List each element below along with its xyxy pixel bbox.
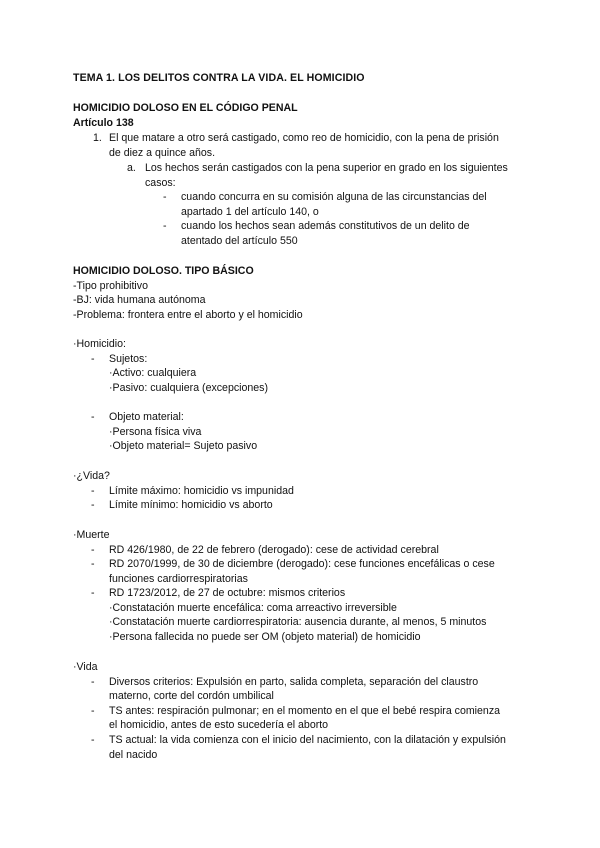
article-subitem-text: casos: — [145, 177, 176, 189]
paragraph-line: -Tipo prohibitivo — [73, 280, 148, 292]
bullet-text: el homicidio, antes de esto sucedería el aborto — [109, 719, 329, 731]
dash-bullet: - — [91, 734, 95, 746]
list-number-marker: 1. — [93, 132, 102, 144]
sub-point-text: ·Persona física viva — [109, 426, 202, 438]
paragraph-line: -BJ: vida humana autónoma — [73, 294, 206, 306]
article-item-text: de diez a quince años. — [109, 147, 216, 159]
dash-bullet: - — [91, 705, 95, 717]
topic-label-vida-question: ·¿Vida? — [73, 470, 110, 482]
dash-bullet: - — [91, 499, 95, 511]
dash-bullet: - — [163, 220, 167, 232]
sub-point-text: ·Objeto material= Sujeto pasivo — [109, 440, 258, 452]
bullet-text: Límite máximo: homicidio vs impunidad — [109, 485, 294, 497]
bullet-text: Sujetos: — [109, 353, 148, 365]
topic-label-homicidio: ·Homicidio: — [73, 338, 126, 350]
paragraph-line: -Problema: frontera entre el aborto y el homicidio — [73, 309, 303, 321]
bullet-text: Objeto material: — [109, 411, 184, 423]
dash-bullet: - — [91, 485, 95, 497]
topic-label-muerte: ·Muerte — [73, 529, 110, 541]
dash-bullet: - — [91, 558, 95, 570]
section-heading-tipo-basico: HOMICIDIO DOLOSO. TIPO BÁSICO — [73, 265, 254, 277]
article-heading: Artículo 138 — [73, 117, 134, 129]
dash-bullet: - — [163, 191, 167, 203]
bullet-text: materno, corte del cordón umbilical — [109, 690, 274, 702]
dash-bullet: - — [91, 411, 95, 423]
article-item-text: El que matare a otro será castigado, como reo de homicidio, con la pena de prisión — [109, 132, 499, 144]
bullet-text: cuando concurra en su comisión alguna de las circunstancias del — [181, 191, 487, 203]
sub-point-text: ·Persona fallecida no puede ser OM (objeto material) de homicidio — [109, 631, 421, 643]
list-letter-marker: a. — [127, 162, 136, 174]
dash-bullet: - — [91, 544, 95, 556]
section-heading-codigo-penal: HOMICIDIO DOLOSO EN EL CÓDIGO PENAL — [73, 102, 298, 114]
sub-point-text: ·Constatación muerte encefálica: coma arreactivo irreversible — [109, 602, 397, 614]
topic-label-vida: ·Vida — [73, 661, 98, 673]
bullet-text: RD 2070/1999, de 30 de diciembre (derogado): cese funciones encefálicas o cese — [109, 558, 495, 570]
bullet-text: Límite mínimo: homicidio vs aborto — [109, 499, 273, 511]
sub-point-text: ·Constatación muerte cardiorrespiratoria: ausencia durante, al menos, 5 minutos — [109, 616, 487, 628]
bullet-text: atentado del artículo 550 — [181, 235, 298, 247]
article-subitem-text: Los hechos serán castigados con la pena superior en grado en los siguientes — [145, 162, 508, 174]
dash-bullet: - — [91, 587, 95, 599]
bullet-text: apartado 1 del artículo 140, o — [181, 206, 319, 218]
bullet-text: Diversos criterios: Expulsión en parto, salida completa, separación del claustro — [109, 676, 479, 688]
bullet-text: del nacido — [109, 749, 158, 761]
bullet-text: RD 426/1980, de 22 de febrero (derogado): cese de actividad cerebral — [109, 544, 439, 556]
sub-point-text: ·Activo: cualquiera — [109, 367, 197, 379]
dash-bullet: - — [91, 353, 95, 365]
bullet-text: cuando los hechos sean además constitutivos de un delito de — [181, 220, 470, 232]
bullet-text: TS antes: respiración pulmonar; en el momento en el que el bebé respira comienza — [109, 705, 501, 717]
sub-point-text: ·Pasivo: cualquiera (excepciones) — [109, 382, 268, 394]
document-title: TEMA 1. LOS DELITOS CONTRA LA VIDA. EL HOMICIDIO — [73, 72, 365, 84]
bullet-text: funciones cardiorrespiratorias — [109, 573, 248, 585]
bullet-text: RD 1723/2012, de 27 de octubre: mismos criterios — [109, 587, 346, 599]
dash-bullet: - — [91, 676, 95, 688]
bullet-text: TS actual: la vida comienza con el inicio del nacimiento, con la dilatación y expulsión — [109, 734, 506, 746]
